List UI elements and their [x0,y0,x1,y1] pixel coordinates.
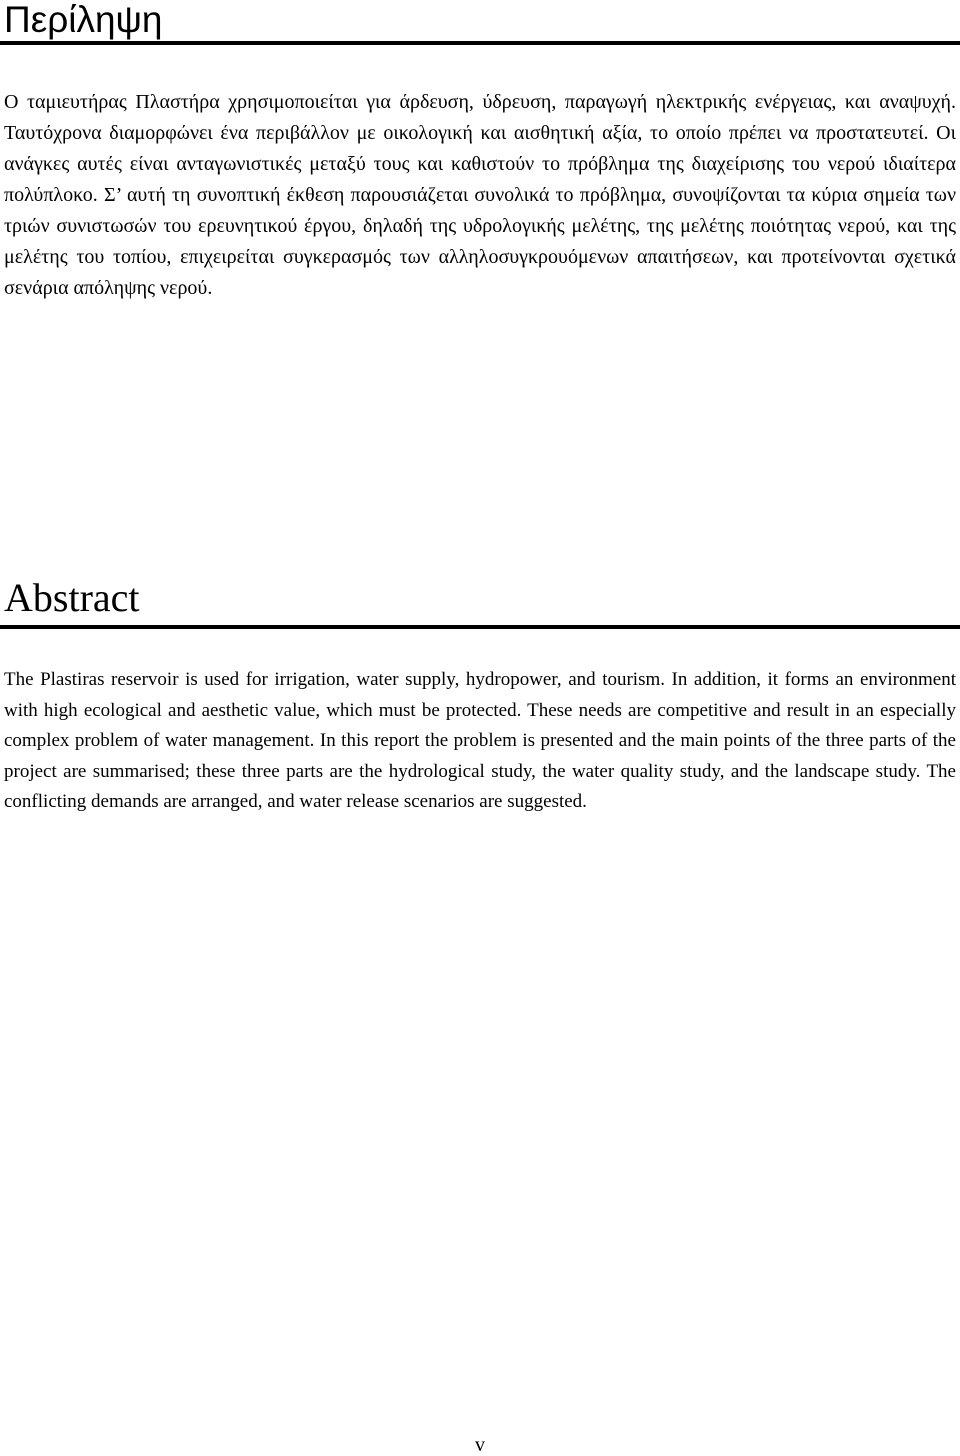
greek-summary-section [0,0,960,304]
greek-summary-heading: Περίληψη [4,0,163,40]
page-number: v [475,1434,485,1456]
abstract-heading: Abstract [4,575,140,620]
abstract-paragraph: The Plastiras reservoir is used for irrigation, water supply, hydropower, and tourism. In addition, it forms an environment with high ecological and aesthetic value, which must be protected. These needs are competitive and result in an especially complex problem of water management. In this report the problem is presented and the main points of the three parts of the project are summarised; these three parts are the hydrological study, the water quality study, and the landscape study. The conflicting demands are arranged, and water release scenarios are suggested. [4,669,956,812]
abstract-section [0,572,960,818]
greek-summary-paragraph: Ο ταμιευτήρας Πλαστήρα χρησιμοποιείται για άρδευση, ύδρευση, παραγωγή ηλεκτρικής ενέργειας, και αναψυχή. Ταυτόχρονα διαμορφώνει ένα περιβάλλον με οικολογική και αισθητική αξία, το οποίο πρέπει να προστατευτεί. Οι ανάγκες αυτές είναι ανταγωνιστικές μεταξύ τους και καθιστούν το πρόβλημα της διαχείρισης του νερού ιδιαίτερα πολύπλοκο. Σ’ αυτή τη συνοπτική έκθεση παρουσιάζεται συνολικά το πρόβλημα, συνοψίζονται τα κύρια σημεία των τριών συνιστωσών του ερευνητικού έργου, δηλαδή της υδρολογικής μελέτης, της μελέτης ποιότητας νερού, και της μελέτης του τοπίου, επιχειρείται συγκερασμός των αλληλοσυγκρουόμενων απαιτήσεων, και προτείνονται σχετικά σενάρια απόληψης νερού. [4,91,956,299]
abstract-rule [0,625,960,629]
greek-summary-rule [0,41,960,45]
